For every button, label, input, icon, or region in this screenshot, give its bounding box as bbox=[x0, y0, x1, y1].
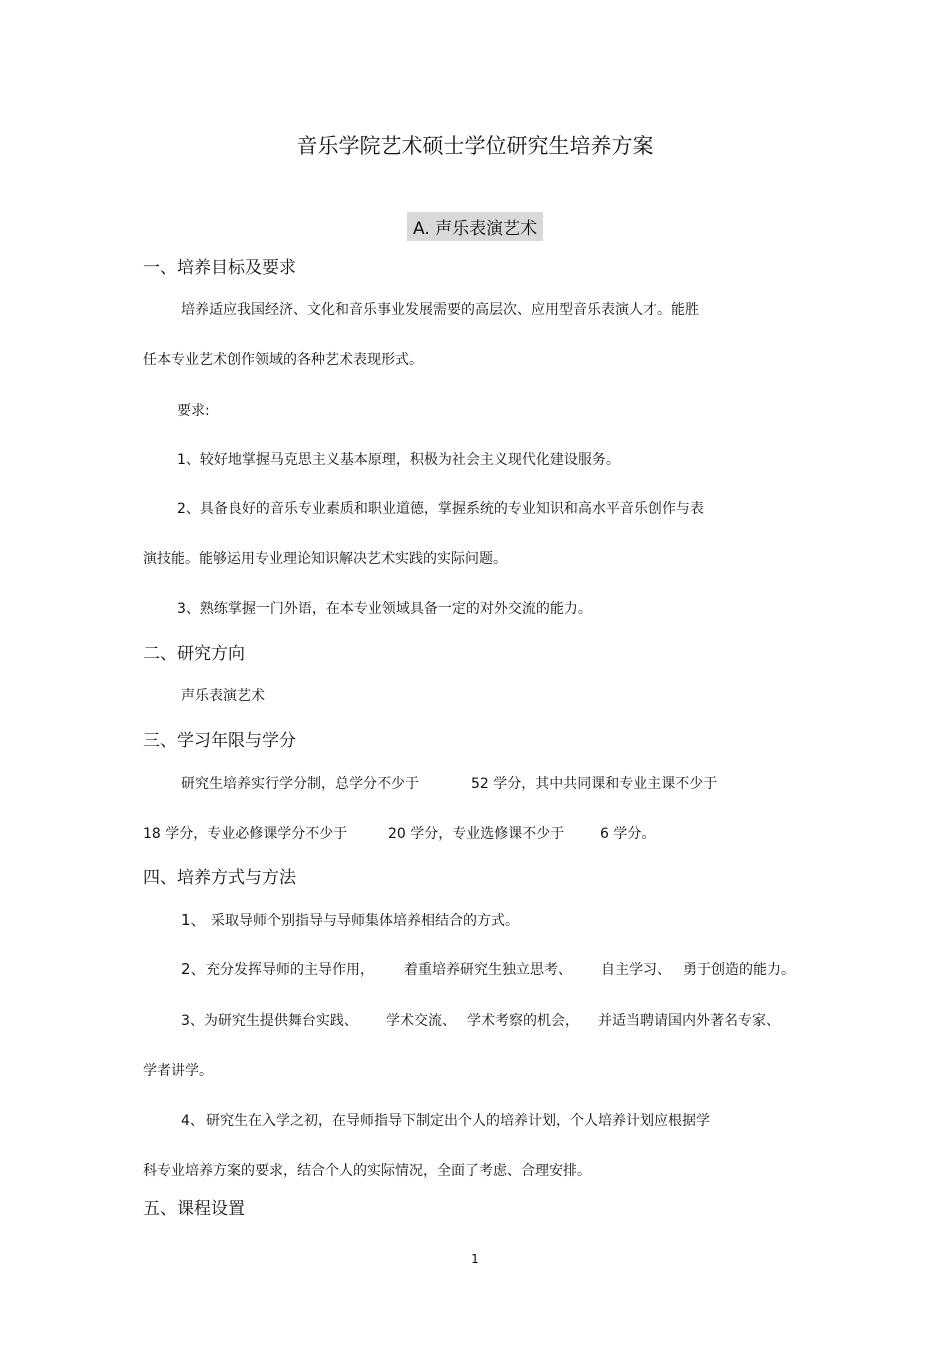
credits-line2-a: 18 学分，专业必修课学分不少于 bbox=[143, 826, 348, 842]
method-2-number: 2、 bbox=[181, 960, 206, 978]
heading-training-methods: 四、培养方式与方法 bbox=[143, 868, 296, 888]
method-3-part-e: 学者讲学。 bbox=[143, 1063, 213, 1079]
method-4-line2: 科专业培养方案的要求，结合个人的实际情况，全面了考虑、合理安排。 bbox=[143, 1163, 591, 1179]
method-2-part-c: 自主学习、 bbox=[601, 962, 671, 978]
page-number: 1 bbox=[471, 1252, 479, 1266]
method-4-number: 4、 bbox=[181, 1113, 204, 1129]
requirement-2-line1: 2、具备良好的音乐专业素质和职业道德，掌握系统的专业知识和高水平音乐创作与表 bbox=[177, 501, 704, 517]
method-2-part-b: 着重培养研究生独立思考、 bbox=[404, 962, 572, 978]
paragraph-goal-line2: 任本专业艺术创作领域的各种艺术表现形式。 bbox=[143, 352, 423, 368]
credits-line2-b: 20 学分，专业选修课不少于 bbox=[388, 826, 565, 842]
requirement-2-line2: 演技能。能够运用专业理论知识解决艺术实践的实际问题。 bbox=[143, 551, 507, 567]
method-1-text: 采取导师个别指导与导师集体培养相结合的方式。 bbox=[211, 913, 519, 929]
method-2-part-d: 勇于创造的能力。 bbox=[683, 962, 795, 978]
page-title: 音乐学院艺术硕士学位研究生培养方案 bbox=[296, 134, 654, 158]
credits-line1-b: 52 学分，其中共同课和专业主课不少于 bbox=[471, 776, 718, 792]
heading-research-direction: 二、研究方向 bbox=[143, 644, 245, 664]
requirements-label: 要求: bbox=[177, 403, 210, 419]
method-3-part-a: 3、为研究生提供舞台实践、 bbox=[181, 1013, 358, 1029]
section-subtitle: A. 声乐表演艺术 bbox=[407, 212, 543, 241]
method-3-part-d: 并适当聘请国内外著名专家、 bbox=[598, 1013, 780, 1029]
credits-line1-a: 研究生培养实行学分制，总学分不少于 bbox=[181, 776, 419, 792]
heading-curriculum: 五、课程设置 bbox=[143, 1199, 245, 1219]
method-3-part-b: 学术交流、 bbox=[386, 1013, 456, 1029]
heading-study-years-credits: 三、学习年限与学分 bbox=[143, 731, 296, 751]
requirement-1: 1、较好地掌握马克思主义基本原理，积极为社会主义现代化建设服务。 bbox=[177, 452, 620, 468]
paragraph-goal-line1: 培养适应我国经济、文化和音乐事业发展需要的高层次、应用型音乐表演人才。能胜 bbox=[181, 302, 699, 318]
method-4-line1: 研究生在入学之初，在导师指导下制定出个人的培养计划，个人培养计划应根据学 bbox=[206, 1113, 710, 1129]
research-direction-text: 声乐表演艺术 bbox=[181, 688, 265, 704]
method-2-part-a: 充分发挥导师的主导作用， bbox=[206, 962, 374, 978]
method-3-part-c: 学术考察的机会， bbox=[467, 1013, 579, 1029]
heading-training-goals: 一、培养目标及要求 bbox=[143, 258, 296, 278]
requirement-3: 3、熟练掌握一门外语，在本专业领域具备一定的对外交流的能力。 bbox=[177, 601, 592, 617]
credits-line2-c: 6 学分。 bbox=[600, 826, 656, 842]
method-1-number: 1、 bbox=[181, 911, 206, 929]
